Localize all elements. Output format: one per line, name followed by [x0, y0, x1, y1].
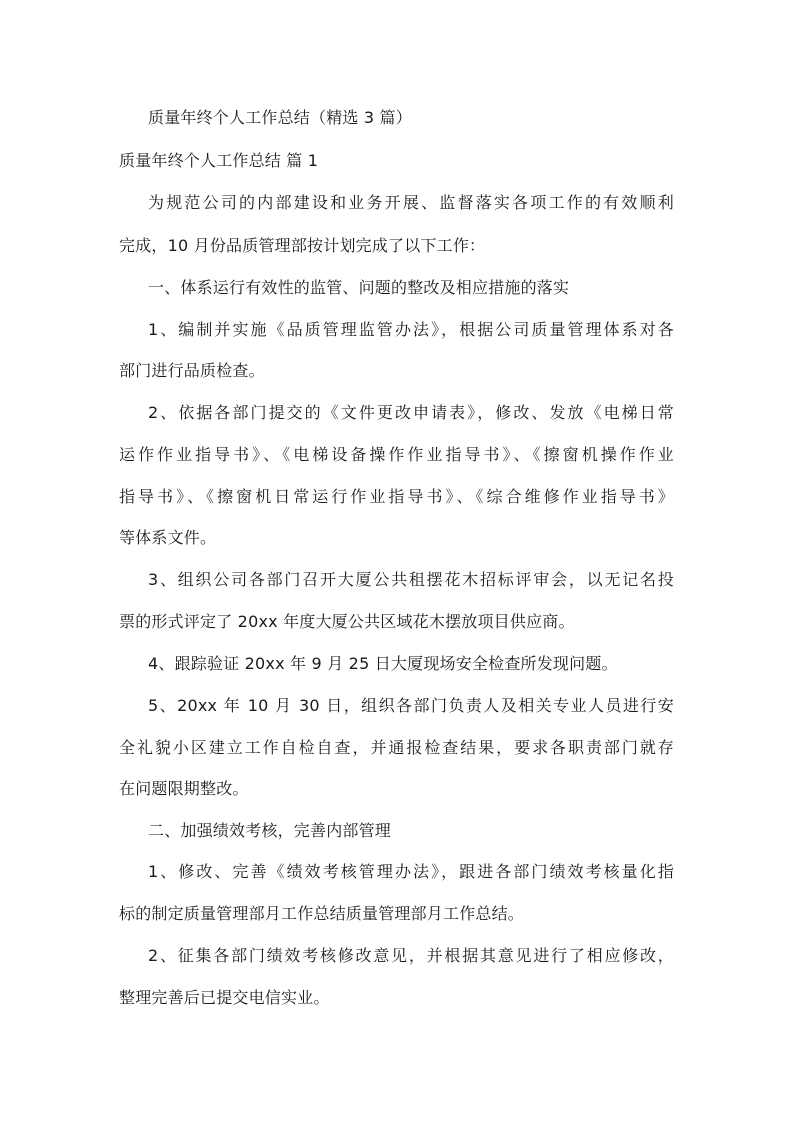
paragraph-line: 2、依据各部门提交的《文件更改申请表》，修改、发放《电梯日常: [148, 403, 674, 422]
paragraph-line: 等体系文件。: [119, 528, 217, 547]
heading-line: 二、加强绩效考核，完善内部管理: [148, 821, 392, 840]
paragraph-line: 指导书》、《擦窗机日常运行作业指导书》、《综合维修作业指导书》: [119, 487, 674, 506]
paragraph-line: 4、跟踪验证 20xx 年 9 月 25 日大厦现场安全检查所发现问题。: [148, 654, 618, 673]
paragraph-line: 2、征集各部门绩效考核修改意见，并根据其意见进行了相应修改，: [148, 946, 674, 965]
paragraph-line: 5、20xx 年 10 月 30 日，组织各部门负责人及相关专业人员进行安: [148, 696, 674, 715]
paragraph-line: 在问题限期整改。: [119, 779, 249, 798]
paragraph-line: 1、编制并实施《品质管理监管办法》，根据公司质量管理体系对各: [148, 320, 674, 339]
paragraph-line: 票的形式评定了 20xx 年度大厦公共区域花木摆放项目供应商。: [119, 612, 575, 631]
heading-line: 一、体系运行有效性的监管、问题的整改及相应措施的落实: [148, 278, 570, 297]
paragraph-line: 运作作业指导书》、《电梯设备操作作业指导书》、《擦窗机操作作业: [119, 445, 674, 464]
paragraph-line: 3、组织公司各部门召开大厦公共租摆花木招标评审会，以无记名投: [148, 570, 674, 589]
main-title: 质量年终个人工作总结（精选 3 篇）: [148, 108, 412, 127]
paragraph-line: 全礼貌小区建立工作自检自查，并通报检查结果，要求各职责部门就存: [119, 738, 674, 757]
paragraph-line: 1、修改、完善《绩效考核管理办法》，跟进各部门绩效考核量化指: [148, 862, 674, 881]
paragraph-line: 为规范公司的内部建设和业务开展、监督落实各项工作的有效顺利: [148, 193, 674, 212]
paragraph-line: 完成，10 月份品质管理部按计划完成了以下工作：: [119, 236, 486, 255]
paragraph-line: 部门进行品质检查。: [119, 361, 265, 380]
paragraph-line: 标的制定质量管理部月工作总结质量管理部月工作总结。: [119, 904, 525, 923]
paragraph-line: 整理完善后已提交电信实业。: [119, 988, 330, 1007]
section-title: 质量年终个人工作总结 篇 1: [119, 151, 319, 170]
